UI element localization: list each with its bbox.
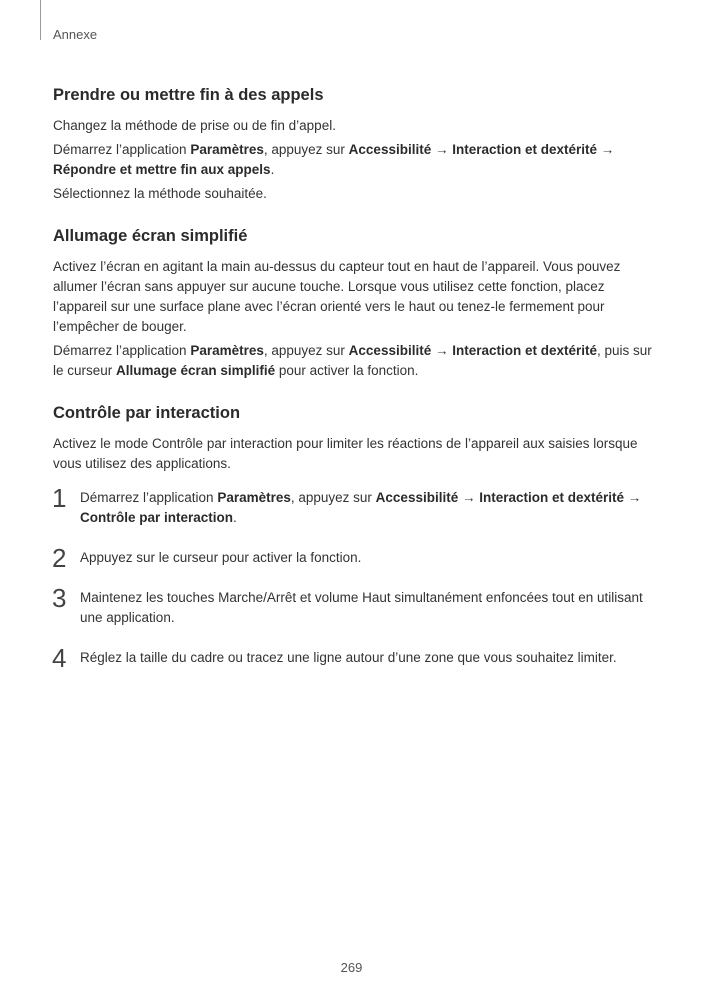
arrow: → [458,490,480,505]
text: pour activer la fonction. [275,363,419,378]
step-item [52,543,653,573]
step-text: Appuyez sur le curseur pour activer la fonction. [80,550,362,565]
text: , puis sur le curseur [53,343,652,378]
text: Démarrez l’application [53,343,191,358]
text: Démarrez l’application [53,142,191,157]
text: , appuyez sur [290,490,376,505]
arrow: → [431,142,453,157]
step-number: 4 [52,643,67,673]
paragraph: Activez le mode Contrôle par interaction pour limiter les réactions de l’appareil aux saisies lorsque vous utilisez des applications. [53,436,638,471]
menu-path-accessibility: Accessibilité [375,490,459,505]
menu-path-interaction: Interaction et dextérité [479,490,625,505]
page-number: 269 [340,960,363,975]
running-head: Annexe [53,27,98,42]
step-item [52,643,653,673]
menu-path-interaction: Interaction et dextérité [452,343,598,358]
step-text: Réglez la taille du cadre ou tracez une ligne autour d’une zone que vous souhaitez limiter. [80,650,617,665]
arrow: → [431,343,453,358]
text: . [233,510,237,525]
step-text [80,488,653,528]
arrow: → [597,142,615,157]
paragraph: Sélectionnez la méthode souhaitée. [53,186,267,201]
menu-path-settings: Paramètres [190,343,264,358]
section-title: Prendre ou mettre fin à des appels [53,86,324,104]
switch-name-easy-screen: Allumage écran simplifié [116,363,276,378]
menu-path-settings: Paramètres [217,490,291,505]
step-number: 2 [52,543,67,573]
step-number: 3 [52,583,67,613]
section-answer-end-calls [53,84,653,204]
menu-path-accessibility: Accessibilité [348,142,432,157]
paragraph: Activez l’écran en agitant la main au-dessus du capteur tout en haut de l’appareil. Vous pouvez allumer l’écran sans appuyer sur aucune touche. Lorsque vous utilisez cette fonction, placez l’appareil sur une surface plane avec l’écran orienté vers le haut ou tenez-le fermement pour l’empêcher de bouger. [53,259,621,334]
step-item [52,583,653,628]
instruction-paragraph [53,140,653,180]
arrow: → [624,490,642,505]
menu-path-interaction-control: Contrôle par interaction [80,510,234,525]
section-title: Contrôle par interaction [53,404,241,422]
steps-list [52,483,653,673]
text: , appuyez sur [263,142,349,157]
step-item [52,483,653,528]
text: , appuyez sur [263,343,349,358]
text: . [270,162,275,177]
section-easy-screen-turn-on [53,225,653,381]
menu-path-accessibility: Accessibilité [348,343,432,358]
menu-path-answer-end-calls: Répondre et mettre fin aux appels [53,162,271,177]
section-interaction-control [52,402,653,673]
header-rule [40,0,41,40]
step-number: 1 [52,483,67,513]
page-content [53,84,653,689]
step-text: Maintenez les touches Marche/Arrêt et volume Haut simultanément enfoncées tout en utilisant une application. [80,590,643,625]
instruction-paragraph [53,341,653,381]
menu-path-interaction: Interaction et dextérité [452,142,598,157]
paragraph: Changez la méthode de prise ou de fin d’appel. [53,118,336,133]
text: Démarrez l’application [80,490,218,505]
section-title: Allumage écran simplifié [53,227,248,245]
menu-path-settings: Paramètres [190,142,264,157]
